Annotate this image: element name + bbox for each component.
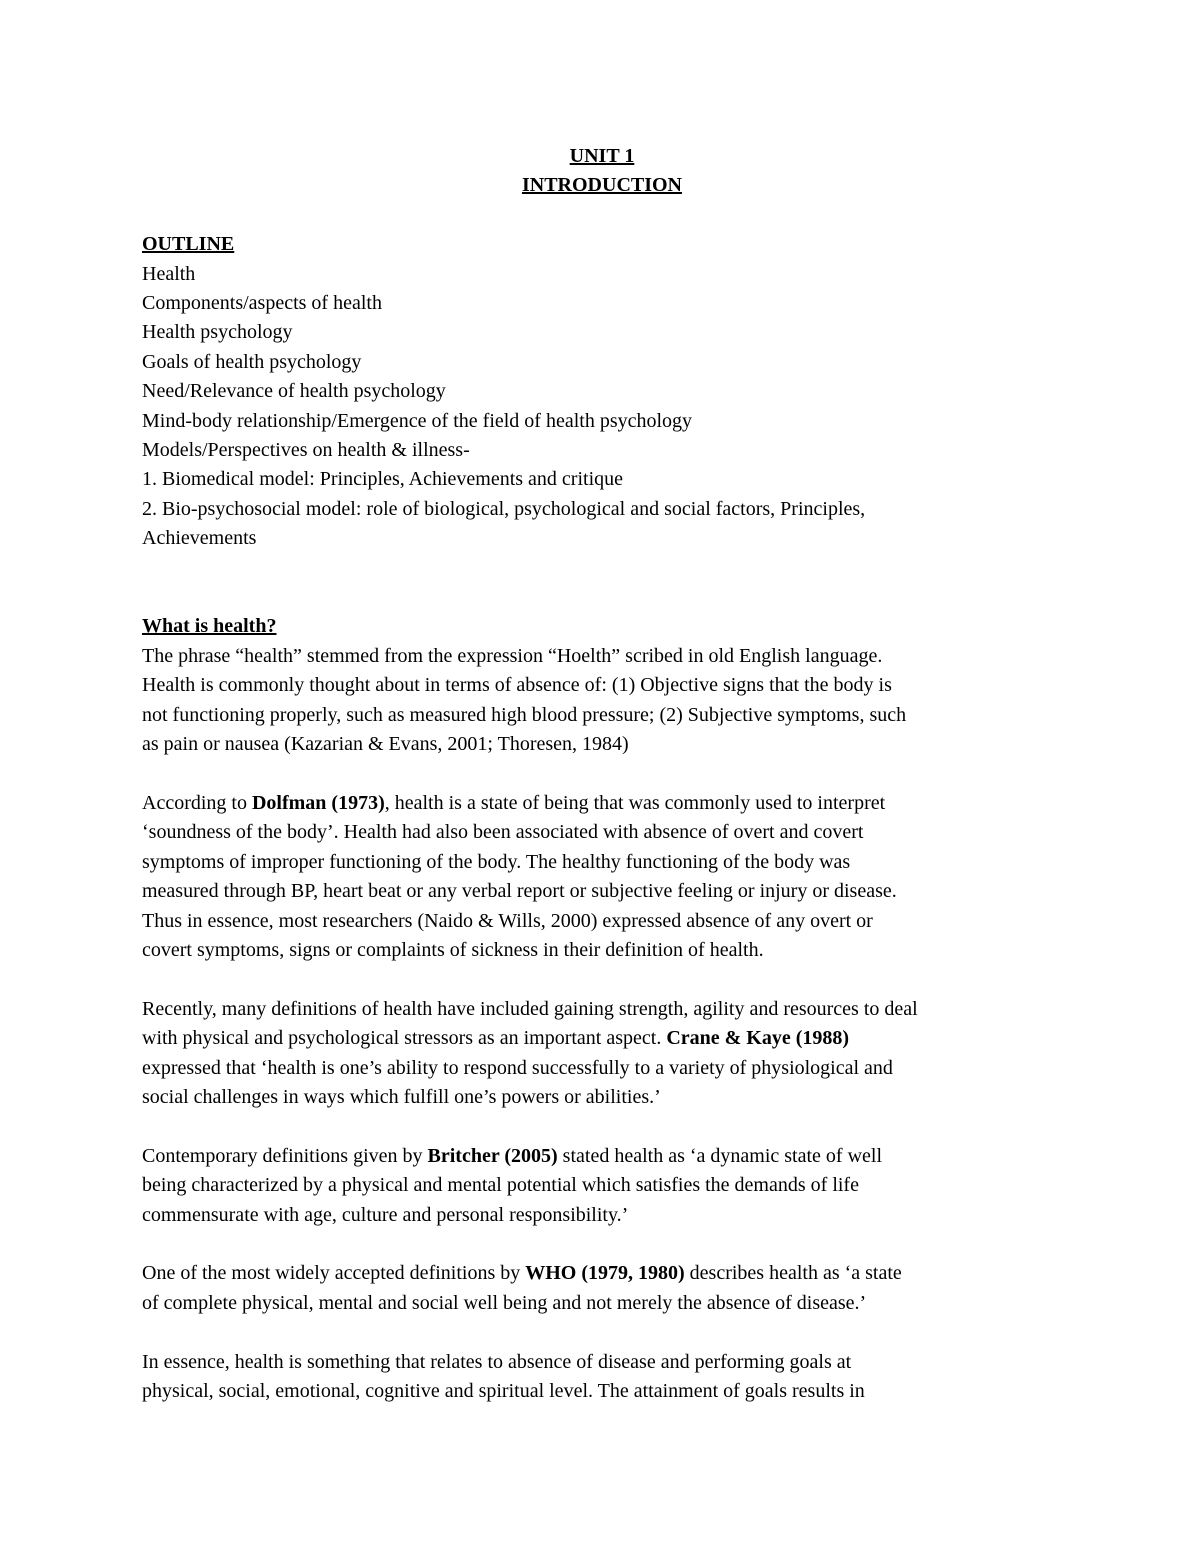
outline-item: Mind-body relationship/Emergence of the field of health psychology <box>142 409 693 432</box>
outline-item: Health psychology <box>142 321 293 344</box>
health-section <box>142 612 1062 1406</box>
paragraph-3 <box>142 995 1062 1113</box>
outline-item: Health <box>142 262 196 285</box>
paragraph-line: One of the most widely accepted definitions by WHO (1979, 1980) describes health as ‘a state <box>142 1262 902 1285</box>
paragraph-line: Recently, many definitions of health have included gaining strength, agility and resources to deal <box>142 997 918 1020</box>
paragraph-4 <box>142 1142 1062 1230</box>
paragraph-line: Thus in essence, most researchers (Naido & Wills, 2000) expressed absence of any overt or <box>142 909 873 932</box>
paragraph-line: commensurate with age, culture and personal responsibility.’ <box>142 1203 629 1226</box>
outline-item: Components/aspects of health <box>142 292 382 315</box>
outline-item: Models/Perspectives on health & illness- <box>142 439 470 462</box>
paragraph-line: covert symptoms, signs or complaints of sickness in their definition of health. <box>142 938 764 961</box>
paragraph-5 <box>142 1259 1062 1318</box>
outline-item: Achievements <box>142 527 257 550</box>
citation-crane-kaye: Crane & Kaye (1988) <box>666 1027 850 1050</box>
paragraph-line: Health is commonly thought about in terms of absence of: (1) Objective signs that the body is <box>142 674 892 697</box>
outline-item: Need/Relevance of health psychology <box>142 380 446 403</box>
paragraph-line: Contemporary definitions given by Britcher (2005) stated health as ‘a dynamic state of well <box>142 1144 882 1167</box>
paragraph-line: with physical and psychological stressors as an important aspect. Crane & Kaye (1988) <box>142 1027 850 1050</box>
paragraph-line: According to Dolfman (1973), health is a state of being that was commonly used to interpret <box>142 791 886 814</box>
citation-dolfman: Dolfman (1973) <box>251 791 385 814</box>
paragraph-line: The phrase “health” stemmed from the expression “Hoelth” scribed in old English language. <box>142 644 883 667</box>
outline-item: Goals of health psychology <box>142 350 362 373</box>
paragraph-line: ‘soundness of the body’. Health had also been associated with absence of overt and covert <box>142 821 864 844</box>
outline-section <box>142 230 1062 553</box>
paragraph-line: In essence, health is something that relates to absence of disease and performing goals at <box>142 1350 852 1373</box>
paragraph-1 <box>142 642 1062 760</box>
paragraph-line: as pain or nausea (Kazarian & Evans, 2001; Thoresen, 1984) <box>142 733 629 756</box>
paragraph-line: being characterized by a physical and mental potential which satisfies the demands of life <box>142 1174 859 1197</box>
outline-item: 1. Biomedical model: Principles, Achievements and critique <box>142 468 623 491</box>
unit-title: UNIT 1 <box>569 145 635 167</box>
outline-item: 2. Bio-psychosocial model: role of biological, psychological and social factors, Principles, <box>142 497 866 520</box>
citation-britcher: Britcher (2005) <box>427 1144 558 1167</box>
paragraph-line: measured through BP, heart beat or any verbal report or subjective feeling or injury or disease. <box>142 880 897 903</box>
paragraph-6 <box>142 1348 1062 1407</box>
paragraph-line: symptoms of improper functioning of the body. The healthy functioning of the body was <box>142 850 851 873</box>
outline-heading: OUTLINE <box>142 233 235 256</box>
paragraph-2 <box>142 789 1062 965</box>
paragraph-line: physical, social, emotional, cognitive and spiritual level. The attainment of goals results in <box>142 1379 865 1402</box>
page-content <box>142 142 1062 1406</box>
title-block <box>142 142 1062 201</box>
paragraph-line: of complete physical, mental and social well being and not merely the absence of disease.’ <box>142 1291 867 1314</box>
unit-subtitle: INTRODUCTION <box>521 174 683 197</box>
paragraph-line: social challenges in ways which fulfill one’s powers or abilities.’ <box>142 1085 661 1108</box>
paragraph-line: expressed that ‘health is one’s ability to respond successfully to a variety of physiological and <box>142 1056 893 1079</box>
section-heading: What is health? <box>142 615 277 638</box>
paragraph-line: not functioning properly, such as measured high blood pressure; (2) Subjective symptoms, such <box>142 703 907 726</box>
citation-who: WHO (1979, 1980) <box>525 1262 685 1285</box>
